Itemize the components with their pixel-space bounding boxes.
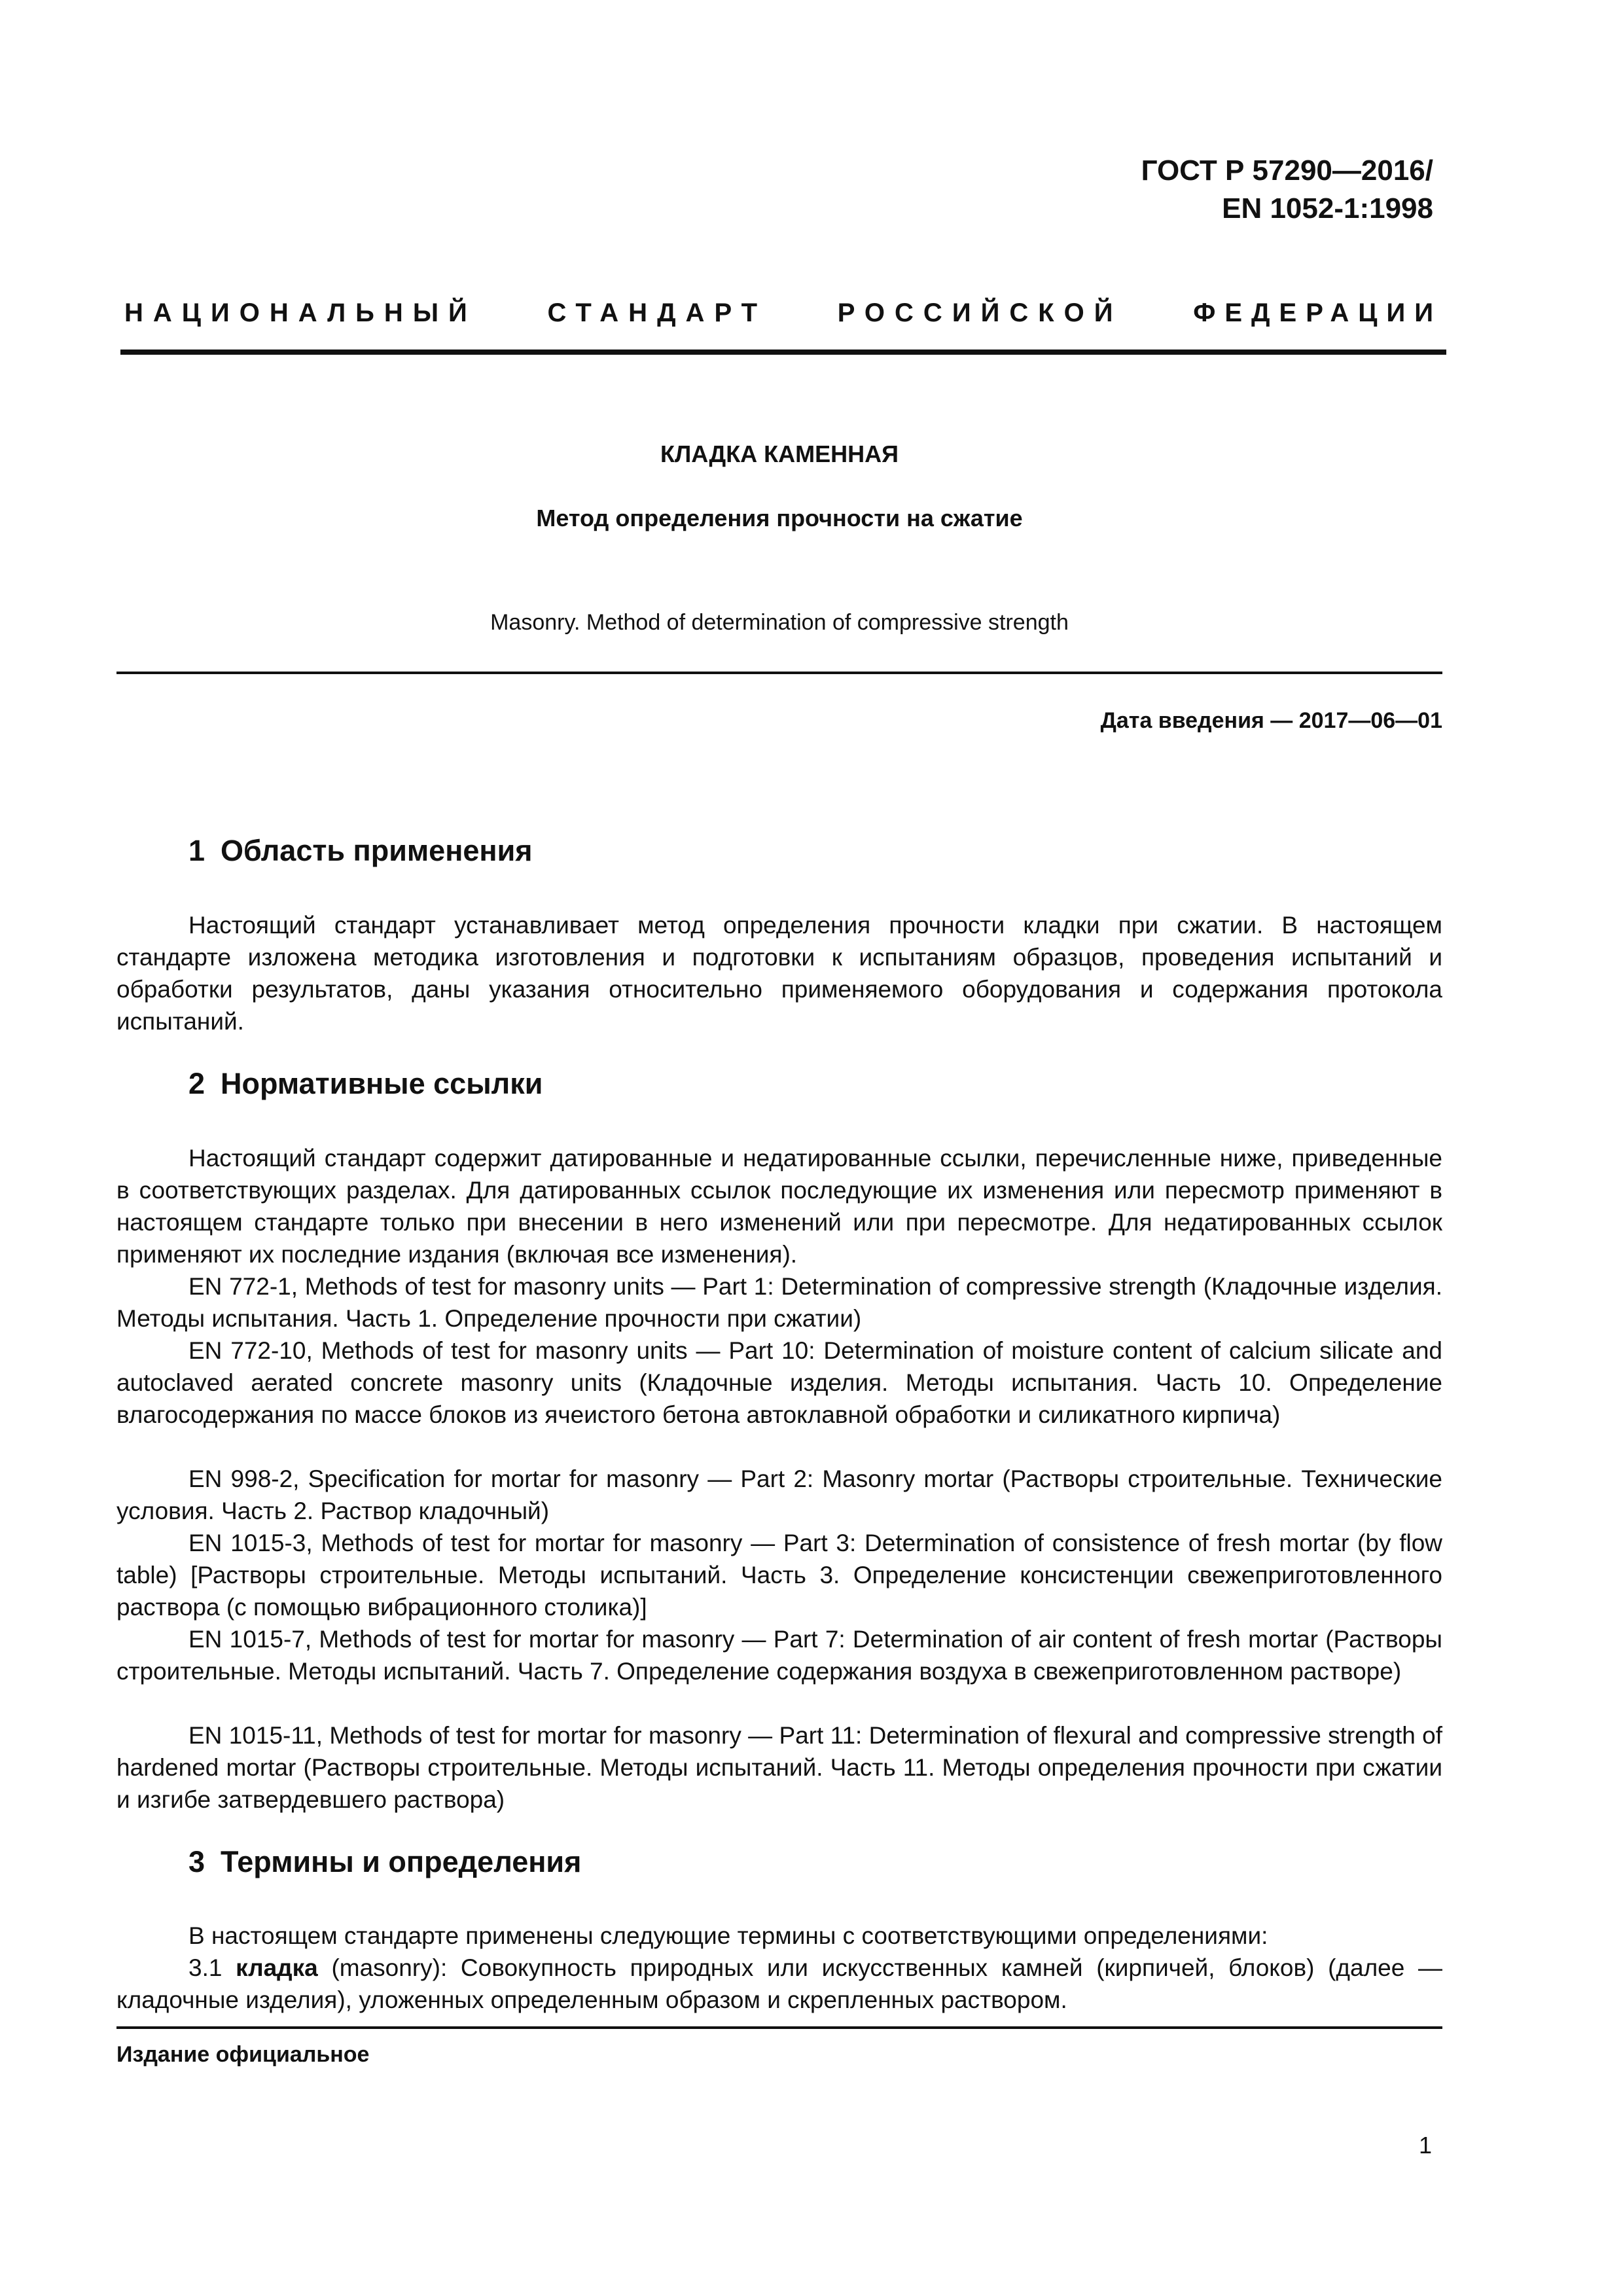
national-title-word: РОССИЙСКОЙ — [837, 298, 1123, 327]
term-definition-text: (masonry): Совокупность природных или искусственных камней (кирпичей, блоков) (далее — кладочные изделия), уложенных определенным образом и скрепленных раствором. — [116, 1954, 1443, 2013]
title-rule — [116, 672, 1442, 674]
official-edition-label: Издание официальное — [116, 2042, 370, 2067]
normative-reference-item: EN 998-2, Specification for mortar for masonry — Part 2: Masonry mortar (Растворы строительные. Технические условия. Часть 2. Раствор кладочный) — [116, 1465, 1442, 1524]
section-3-heading — [188, 1844, 581, 1880]
term-number: 3.1 — [188, 1954, 223, 1981]
national-title-word: НАЦИОНАЛЬНЫЙ — [124, 298, 477, 327]
section-title: Область применения — [221, 834, 533, 867]
normative-reference-item: EN 1015-3, Methods of test for mortar for masonry — Part 3: Determination of consistence of fresh mortar (by flow table) [Растворы строительные. Методы испытаний. Часть 3. Определение консистенции свежеприготовленного раствора (с помощью вибрационного столика)] — [116, 1530, 1442, 1621]
introduction-date: Дата введения — 2017—06—01 — [1100, 708, 1442, 733]
document-code — [1141, 152, 1433, 228]
header-rule — [120, 350, 1446, 355]
section-number: 3 — [188, 1845, 205, 1878]
normative-reference-item: EN 772-1, Methods of test for masonry units — Part 1: Determination of compressive strength (Кладочные изделия. Методы испытания. Часть 1. Определение прочности при сжатии) — [116, 1273, 1442, 1332]
section-title: Термины и определения — [221, 1845, 582, 1878]
standard-title: КЛАДКА КАМЕННАЯ — [660, 440, 899, 467]
section-3-paragraph: В настоящем стандарте применены следующие термины с соответствующими определениями: — [188, 1922, 1268, 1949]
term-name: кладка — [236, 1954, 318, 1981]
section-1-heading — [188, 833, 533, 869]
normative-reference-item: EN 772-10, Methods of test for masonry units — Part 10: Determination of moisture content of calcium silicate and autoclaved aerated concrete masonry units (Кладочные изделия. Методы испытания. Часть 10. Определение влагосодержания по массе блоков из ячеистого бетона автоклавной обработки и силикатного кирпича) — [116, 1337, 1442, 1428]
section-number: 1 — [188, 834, 205, 867]
footer-rule — [116, 2026, 1442, 2029]
standard-subtitle: Метод определения прочности на сжатие — [536, 505, 1023, 531]
standard-english-title: Masonry. Method of determination of compressive strength — [490, 610, 1069, 635]
term-definition — [116, 1952, 1442, 2016]
document-code-line-2: EN 1052-1:1998 — [1222, 192, 1433, 224]
national-title-word: ФЕДЕРАЦИИ — [1193, 298, 1442, 327]
section-title: Нормативные ссылки — [221, 1067, 543, 1100]
section-1-paragraph: Настоящий стандарт устанавливает метод определения прочности кладки при сжатии. В настоящем стандарте изложена методика изготовления и подготовки к испытаниям образцов, проведения испытаний и обработки результатов, даны указания относительно применяемого оборудования и содержания протокола испытаний. — [116, 912, 1442, 1035]
national-standard-title — [124, 296, 1442, 330]
national-title-word: СТАНДАРТ — [547, 298, 768, 327]
normative-reference-item: EN 1015-7, Methods of test for mortar for masonry — Part 7: Determination of air content of fresh mortar (Растворы строительные. Методы испытаний. Часть 7. Определение содержания воздуха в свежеприготовленном растворе) — [116, 1626, 1442, 1685]
section-number: 2 — [188, 1067, 205, 1100]
page-number: 1 — [1418, 2132, 1432, 2159]
section-2-heading — [188, 1066, 543, 1102]
document-code-line-1: ГОСТ Р 57290—2016/ — [1141, 154, 1433, 187]
normative-reference-item: EN 1015-11, Methods of test for mortar for masonry — Part 11: Determination of flexural and compressive strength of hardened mortar (Растворы строительные. Методы испытаний. Часть 11. Методы определения прочности при сжатии и изгибе затвердевшего раствора) — [116, 1722, 1442, 1813]
section-2-paragraph: Настоящий стандарт содержит датированные и недатированные ссылки, перечисленные ниже, приведенные в соответствующих разделах. Для датированных ссылок последующие их изменения или пересмотр применяют в настоящем стандарте только при внесении в него изменений или при пересмотре. Для недатированных ссылок применяют их последние издания (включая все изменения). — [116, 1145, 1442, 1268]
